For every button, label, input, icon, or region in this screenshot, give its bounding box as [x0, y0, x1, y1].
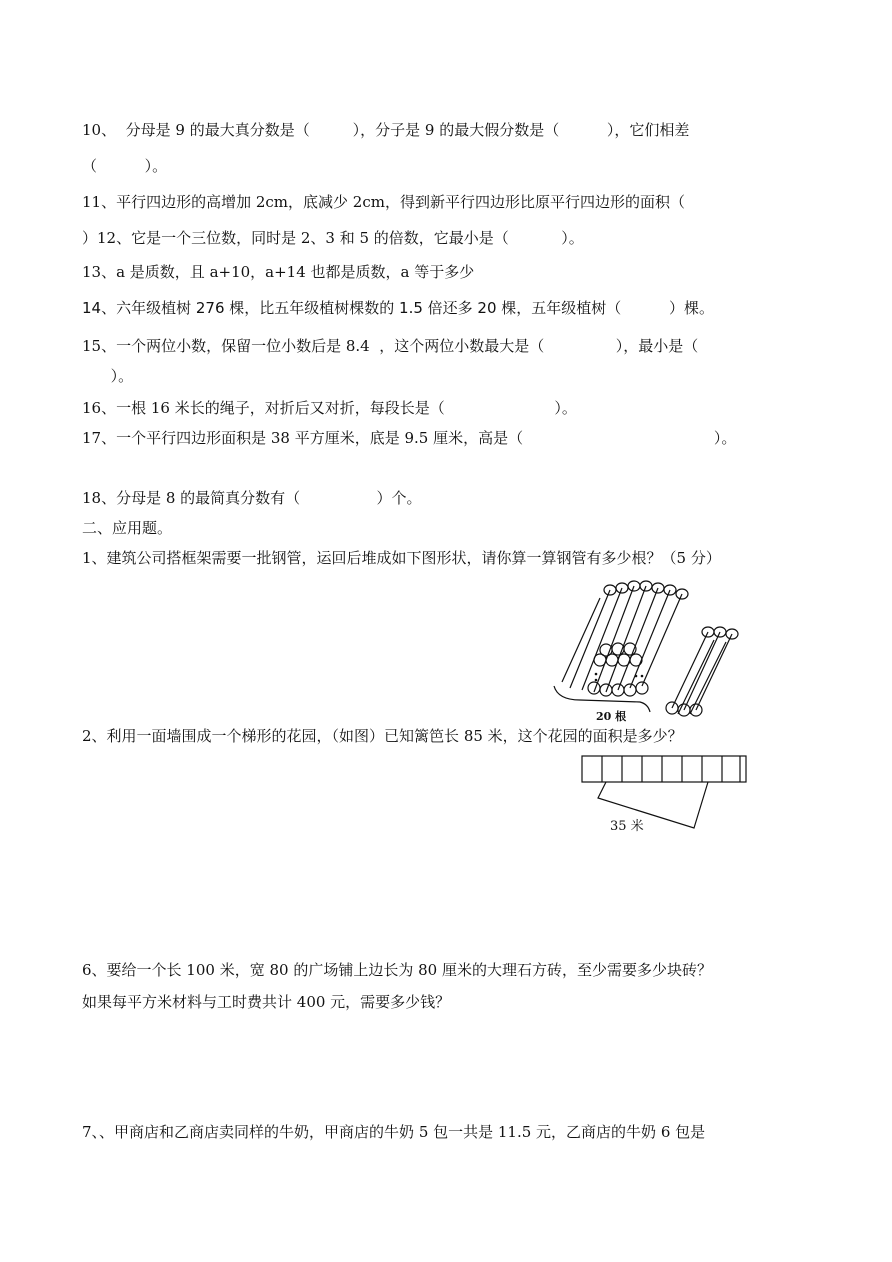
section-2-heading: 二、应用题。	[82, 519, 173, 537]
problem-1: 1、建筑公司搭框架需要一批钢管，运回后堆成如下图形状，请你算一算钢管有多少根？（5 分）	[82, 549, 721, 567]
garden-dimension-label: 35 米	[610, 819, 644, 834]
question-11-12-line: ）12、它是一个三位数，同时是 2、3 和 5 的倍数，它最小是（ ）。	[82, 229, 584, 247]
problem-2: 2、利用一面墙围成一个梯形的花园，（如图）已知篱笆长 85 米，这个花园的面积是多少？	[82, 727, 683, 745]
question-10-line-2: （ ）。	[82, 157, 168, 175]
pipe-count-label: 20 根	[596, 710, 627, 723]
problem-6-line-2: 如果每平方米材料与工时费共计 400 元，需要多少钱？	[82, 993, 451, 1011]
question-14: 14、六年级植树 276 棵，比五年级植树棵数的 1.5 倍还多 20 棵，五年级植树（ ）棵。	[82, 299, 714, 317]
question-15-line-1: 15、一个两位小数，保留一位小数后是 8.4 ，这个两位小数最大是（ ），最小是（	[82, 337, 699, 355]
problem-6-line-1: 6、要给一个长 100 米，宽 80 的广场铺上边长为 80 厘米的大理石方砖，至少需要多少块砖？	[82, 961, 712, 979]
question-10-line-1: 10、 分母是 9 的最大真分数是（ ），分子是 9 的最大假分数是（ ），它们相差	[82, 121, 690, 139]
problem-7: 7、、甲商店和乙商店卖同样的牛奶，甲商店的牛奶 5 包一共是 11.5 元，乙商店的牛奶 6 包是	[82, 1123, 706, 1141]
question-15-line-2: ）。	[82, 367, 134, 385]
pipe-stack-figure	[550, 570, 750, 726]
trapezoid-garden-figure	[580, 750, 755, 840]
question-18: 18、分母是 8 的最简真分数有（ ）个。	[82, 489, 422, 507]
question-13: 13、a 是质数，且 a+10，a+14 也都是质数，a 等于多少	[82, 263, 475, 281]
question-16: 16、一根 16 米长的绳子，对折后又对折，每段长是（ ）。	[82, 399, 577, 417]
question-11-line-1: 11、平行四边形的高增加 2cm，底减少 2cm，得到新平行四边形比原平行四边形的面积（	[82, 193, 685, 211]
question-17: 17、一个平行四边形面积是 38 平方厘米，底是 9.5 厘米，高是（ ）。	[82, 429, 737, 447]
